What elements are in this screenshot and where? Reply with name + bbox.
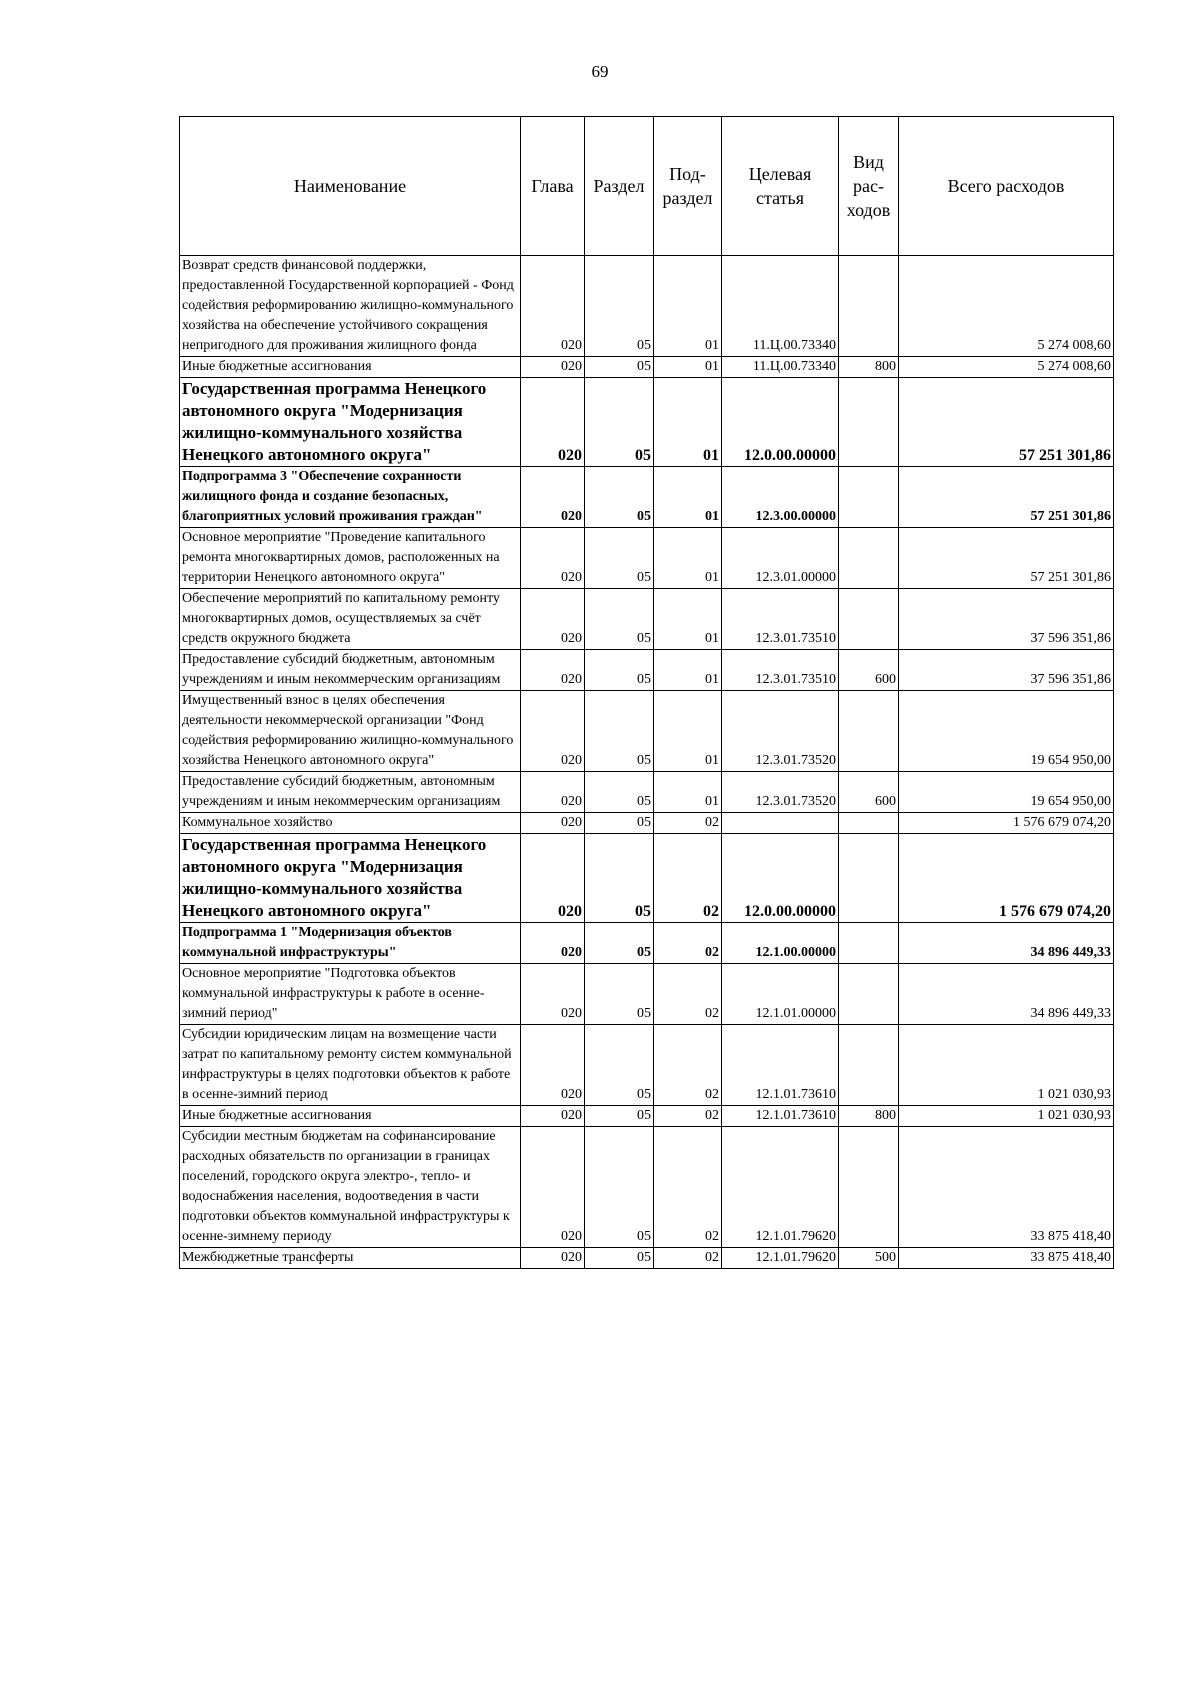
cell-target: 12.3.01.73510 xyxy=(722,589,839,650)
cell-subsection: 01 xyxy=(654,691,722,772)
cell-subsection: 02 xyxy=(654,1127,722,1248)
header-kind: Вид рас- ходов xyxy=(839,117,899,256)
cell-name: Субсидии юридическим лицам на возмещение части затрат по капитальному ремонту систем коммунальной инфраструктуры в целях подготовки объектов к работе в осенне-зимний период xyxy=(180,1025,521,1106)
cell-name: Возврат средств финансовой поддержки, предоставленной Государственной корпорацией - Фонд содействия реформированию жилищно-коммунального хозяйства на обеспечение устойчивого сокращения непригодного для проживания жилищного фонда xyxy=(180,256,521,357)
cell-name: Основное мероприятие "Проведение капитального ремонта многоквартирных домов, расположенных на территории Ненецкого автономного округа" xyxy=(180,528,521,589)
cell-section: 05 xyxy=(585,650,654,691)
cell-section: 05 xyxy=(585,1248,654,1269)
cell-total: 33 875 418,40 xyxy=(899,1127,1114,1248)
cell-kind xyxy=(839,834,899,923)
cell-total: 19 654 950,00 xyxy=(899,772,1114,813)
cell-kind xyxy=(839,691,899,772)
cell-target xyxy=(722,813,839,834)
cell-total: 34 896 449,33 xyxy=(899,964,1114,1025)
cell-target: 12.3.00.00000 xyxy=(722,467,839,528)
cell-target: 12.1.01.79620 xyxy=(722,1127,839,1248)
cell-section: 05 xyxy=(585,923,654,964)
cell-target: 12.0.00.00000 xyxy=(722,378,839,467)
cell-total: 1 576 679 074,20 xyxy=(899,813,1114,834)
header-subsection: Под- раздел xyxy=(654,117,722,256)
cell-subsection: 02 xyxy=(654,923,722,964)
cell-subsection: 01 xyxy=(654,589,722,650)
cell-section: 05 xyxy=(585,691,654,772)
cell-name: Иные бюджетные ассигнования xyxy=(180,357,521,378)
cell-name: Иные бюджетные ассигнования xyxy=(180,1106,521,1127)
cell-subsection: 01 xyxy=(654,528,722,589)
cell-kind: 600 xyxy=(839,772,899,813)
cell-subsection: 01 xyxy=(654,256,722,357)
cell-section: 05 xyxy=(585,772,654,813)
table-row xyxy=(180,467,1114,528)
cell-name: Основное мероприятие "Подготовка объектов коммунальной инфраструктуры к работе в осенне-зимний период" xyxy=(180,964,521,1025)
cell-name: Государственная программа Ненецкого автономного округа "Модернизация жилищно-коммунального хозяйства Ненецкого автономного округа" xyxy=(180,378,521,467)
table-row xyxy=(180,691,1114,772)
budget-table xyxy=(179,116,1114,1269)
cell-section: 05 xyxy=(585,467,654,528)
cell-section: 05 xyxy=(585,256,654,357)
table-row xyxy=(180,1106,1114,1127)
cell-kind: 500 xyxy=(839,1248,899,1269)
cell-kind: 800 xyxy=(839,357,899,378)
cell-kind: 800 xyxy=(839,1106,899,1127)
cell-target: 12.1.00.00000 xyxy=(722,923,839,964)
cell-chapter: 020 xyxy=(521,357,585,378)
cell-kind xyxy=(839,589,899,650)
cell-section: 05 xyxy=(585,589,654,650)
table-row xyxy=(180,923,1114,964)
header-target: Целевая статья xyxy=(722,117,839,256)
table-row xyxy=(180,1127,1114,1248)
cell-kind: 600 xyxy=(839,650,899,691)
cell-target: 12.1.01.00000 xyxy=(722,964,839,1025)
cell-name: Межбюджетные трансферты xyxy=(180,1248,521,1269)
cell-target: 11.Ц.00.73340 xyxy=(722,357,839,378)
cell-total: 33 875 418,40 xyxy=(899,1248,1114,1269)
cell-total: 57 251 301,86 xyxy=(899,467,1114,528)
table-row xyxy=(180,772,1114,813)
cell-section: 05 xyxy=(585,378,654,467)
cell-section: 05 xyxy=(585,834,654,923)
table-row xyxy=(180,256,1114,357)
cell-name: Предоставление субсидий бюджетным, автономным учреждениям и иным некоммерческим организациям xyxy=(180,772,521,813)
cell-total: 37 596 351,86 xyxy=(899,650,1114,691)
cell-subsection: 02 xyxy=(654,964,722,1025)
cell-chapter: 020 xyxy=(521,256,585,357)
cell-target: 12.3.01.00000 xyxy=(722,528,839,589)
cell-kind xyxy=(839,256,899,357)
cell-target: 12.0.00.00000 xyxy=(722,834,839,923)
cell-name: Подпрограмма 1 "Модернизация объектов коммунальной инфраструктуры" xyxy=(180,923,521,964)
cell-section: 05 xyxy=(585,528,654,589)
cell-subsection: 01 xyxy=(654,378,722,467)
cell-total: 1 576 679 074,20 xyxy=(899,834,1114,923)
cell-section: 05 xyxy=(585,1106,654,1127)
cell-chapter: 020 xyxy=(521,589,585,650)
cell-chapter: 020 xyxy=(521,378,585,467)
header-chapter: Глава xyxy=(521,117,585,256)
cell-kind xyxy=(839,378,899,467)
header-name: Наименование xyxy=(180,117,521,256)
cell-target: 12.3.01.73520 xyxy=(722,691,839,772)
cell-section: 05 xyxy=(585,1025,654,1106)
cell-chapter: 020 xyxy=(521,772,585,813)
cell-name: Обеспечение мероприятий по капитальному ремонту многоквартирных домов, осуществляемых за счёт средств окружного бюджета xyxy=(180,589,521,650)
cell-name: Подпрограмма 3 "Обеспечение сохранности жилищного фонда и создание безопасных, благоприятных условий проживания граждан" xyxy=(180,467,521,528)
cell-target: 12.3.01.73510 xyxy=(722,650,839,691)
cell-chapter: 020 xyxy=(521,1025,585,1106)
cell-kind xyxy=(839,1127,899,1248)
cell-total: 19 654 950,00 xyxy=(899,691,1114,772)
cell-subsection: 01 xyxy=(654,467,722,528)
table-row xyxy=(180,589,1114,650)
cell-subsection: 02 xyxy=(654,834,722,923)
cell-total: 57 251 301,86 xyxy=(899,378,1114,467)
table-row xyxy=(180,528,1114,589)
table-row xyxy=(180,378,1114,467)
cell-kind xyxy=(839,1025,899,1106)
cell-total: 37 596 351,86 xyxy=(899,589,1114,650)
cell-section: 05 xyxy=(585,1127,654,1248)
cell-name: Имущественный взнос в целях обеспечения деятельности некоммерческой организации "Фонд содействия реформированию жилищно-коммунального хозяйства Ненецкого автономного округа" xyxy=(180,691,521,772)
cell-subsection: 01 xyxy=(654,772,722,813)
cell-chapter: 020 xyxy=(521,650,585,691)
cell-chapter: 020 xyxy=(521,467,585,528)
cell-section: 05 xyxy=(585,357,654,378)
cell-total: 57 251 301,86 xyxy=(899,528,1114,589)
cell-name: Государственная программа Ненецкого автономного округа "Модернизация жилищно-коммунального хозяйства Ненецкого автономного округа" xyxy=(180,834,521,923)
header-total: Всего расходов xyxy=(899,117,1114,256)
cell-section: 05 xyxy=(585,964,654,1025)
table-row xyxy=(180,813,1114,834)
cell-kind xyxy=(839,964,899,1025)
cell-name: Предоставление субсидий бюджетным, автономным учреждениям и иным некоммерческим организациям xyxy=(180,650,521,691)
cell-kind xyxy=(839,813,899,834)
cell-subsection: 01 xyxy=(654,357,722,378)
cell-subsection: 02 xyxy=(654,813,722,834)
table-row xyxy=(180,964,1114,1025)
cell-target: 12.3.01.73520 xyxy=(722,772,839,813)
cell-chapter: 020 xyxy=(521,1106,585,1127)
table-row xyxy=(180,1248,1114,1269)
cell-kind xyxy=(839,467,899,528)
cell-chapter: 020 xyxy=(521,1127,585,1248)
cell-chapter: 020 xyxy=(521,923,585,964)
cell-chapter: 020 xyxy=(521,691,585,772)
cell-chapter: 020 xyxy=(521,834,585,923)
cell-section: 05 xyxy=(585,813,654,834)
cell-target: 12.1.01.73610 xyxy=(722,1106,839,1127)
cell-chapter: 020 xyxy=(521,1248,585,1269)
cell-subsection: 02 xyxy=(654,1106,722,1127)
header-row xyxy=(180,117,1114,256)
cell-chapter: 020 xyxy=(521,964,585,1025)
cell-total: 5 274 008,60 xyxy=(899,256,1114,357)
cell-name: Коммунальное хозяйство xyxy=(180,813,521,834)
page-number: 69 xyxy=(591,62,609,81)
cell-total: 5 274 008,60 xyxy=(899,357,1114,378)
cell-target: 11.Ц.00.73340 xyxy=(722,256,839,357)
cell-kind xyxy=(839,528,899,589)
header-section: Раздел xyxy=(585,117,654,256)
cell-name: Субсидии местным бюджетам на софинансирование расходных обязательств по организации в границах поселений, городского округа электро-, тепло- и водоснабжения населения, водоотведения в части подготовки объектов коммунальной инфраструктуры к осенне-зимнему периоду xyxy=(180,1127,521,1248)
cell-total: 1 021 030,93 xyxy=(899,1106,1114,1127)
cell-kind xyxy=(839,923,899,964)
cell-subsection: 01 xyxy=(654,650,722,691)
cell-subsection: 02 xyxy=(654,1025,722,1106)
table-row xyxy=(180,650,1114,691)
cell-target: 12.1.01.79620 xyxy=(722,1248,839,1269)
table-row xyxy=(180,1025,1114,1106)
table-row xyxy=(180,357,1114,378)
cell-total: 34 896 449,33 xyxy=(899,923,1114,964)
cell-total: 1 021 030,93 xyxy=(899,1025,1114,1106)
cell-chapter: 020 xyxy=(521,813,585,834)
table-row xyxy=(180,834,1114,923)
cell-target: 12.1.01.73610 xyxy=(722,1025,839,1106)
cell-chapter: 020 xyxy=(521,528,585,589)
cell-subsection: 02 xyxy=(654,1248,722,1269)
